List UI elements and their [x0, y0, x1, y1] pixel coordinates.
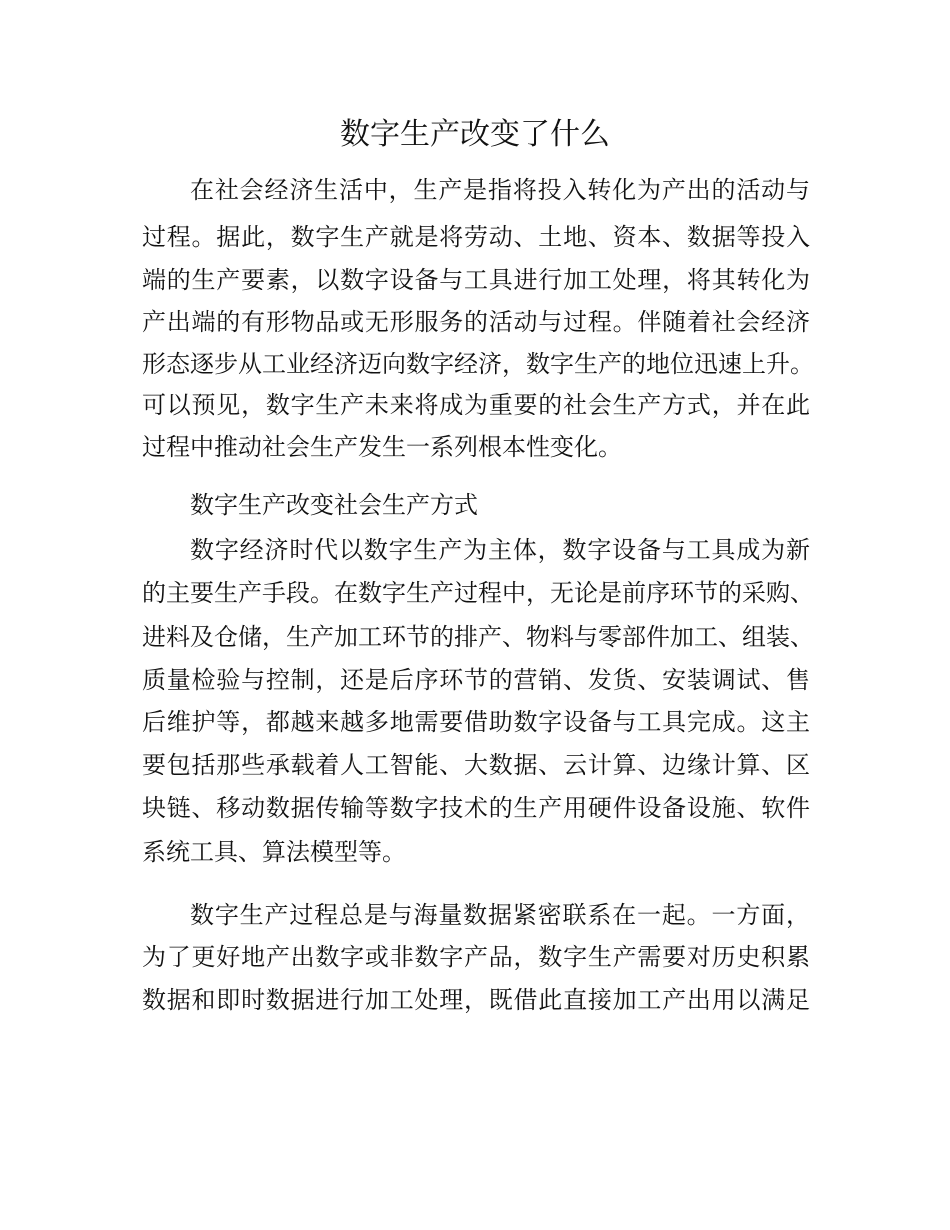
text-line: 在社会经济生活中，生产是指将投入转化为产出的活动与 [190, 176, 810, 204]
text-line: 端的生产要素，以数字设备与工具进行加工处理，将其转化为 [142, 266, 810, 294]
text-line: 质量检验与控制，还是后序环节的营销、发货、安装调试、售 [142, 666, 810, 694]
text-line: 系统工具、算法模型等。 [142, 838, 406, 866]
text-line: 要包括那些承载着人工智能、大数据、云计算、边缘计算、区 [142, 751, 810, 779]
text-line: 可以预见，数字生产未来将成为重要的社会生产方式，并在此 [142, 391, 810, 419]
text-line: 过程。据此，数字生产就是将劳动、土地、资本、数据等投入 [142, 223, 810, 251]
text-line: 为了更好地产出数字或非数字产品，数字生产需要对历史积累 [142, 943, 810, 971]
text-line: 进料及仓储，生产加工环节的排产、物料与零部件加工、组装、 [142, 623, 814, 651]
text-line: 过程中推动社会生产发生一系列根本性变化。 [142, 433, 622, 461]
text-line: 的主要生产手段。在数字生产过程中，无论是前序环节的采购、 [142, 579, 814, 607]
text-line: 数据和即时数据进行加工处理，既借此直接加工产出用以满足 [142, 986, 810, 1014]
text-line: 数字经济时代以数字生产为主体，数字设备与工具成为新 [190, 536, 810, 564]
text-line: 形态逐步从工业经济迈向数字经济，数字生产的地位迅速上升。 [142, 350, 814, 378]
document-title: 数字生产改变了什么 [340, 117, 610, 152]
section-heading: 数字生产改变社会生产方式 [190, 491, 478, 519]
text-line: 后维护等，都越来越多地需要借助数字设备与工具完成。这主 [142, 708, 810, 736]
text-line: 块链、移动数据传输等数字技术的生产用硬件设备设施、软件 [142, 794, 810, 822]
text-line: 产出端的有形物品或无形服务的活动与过程。伴随着社会经济 [142, 308, 810, 336]
text-line: 数字生产过程总是与海量数据紧密联系在一起。一方面， [190, 901, 810, 929]
